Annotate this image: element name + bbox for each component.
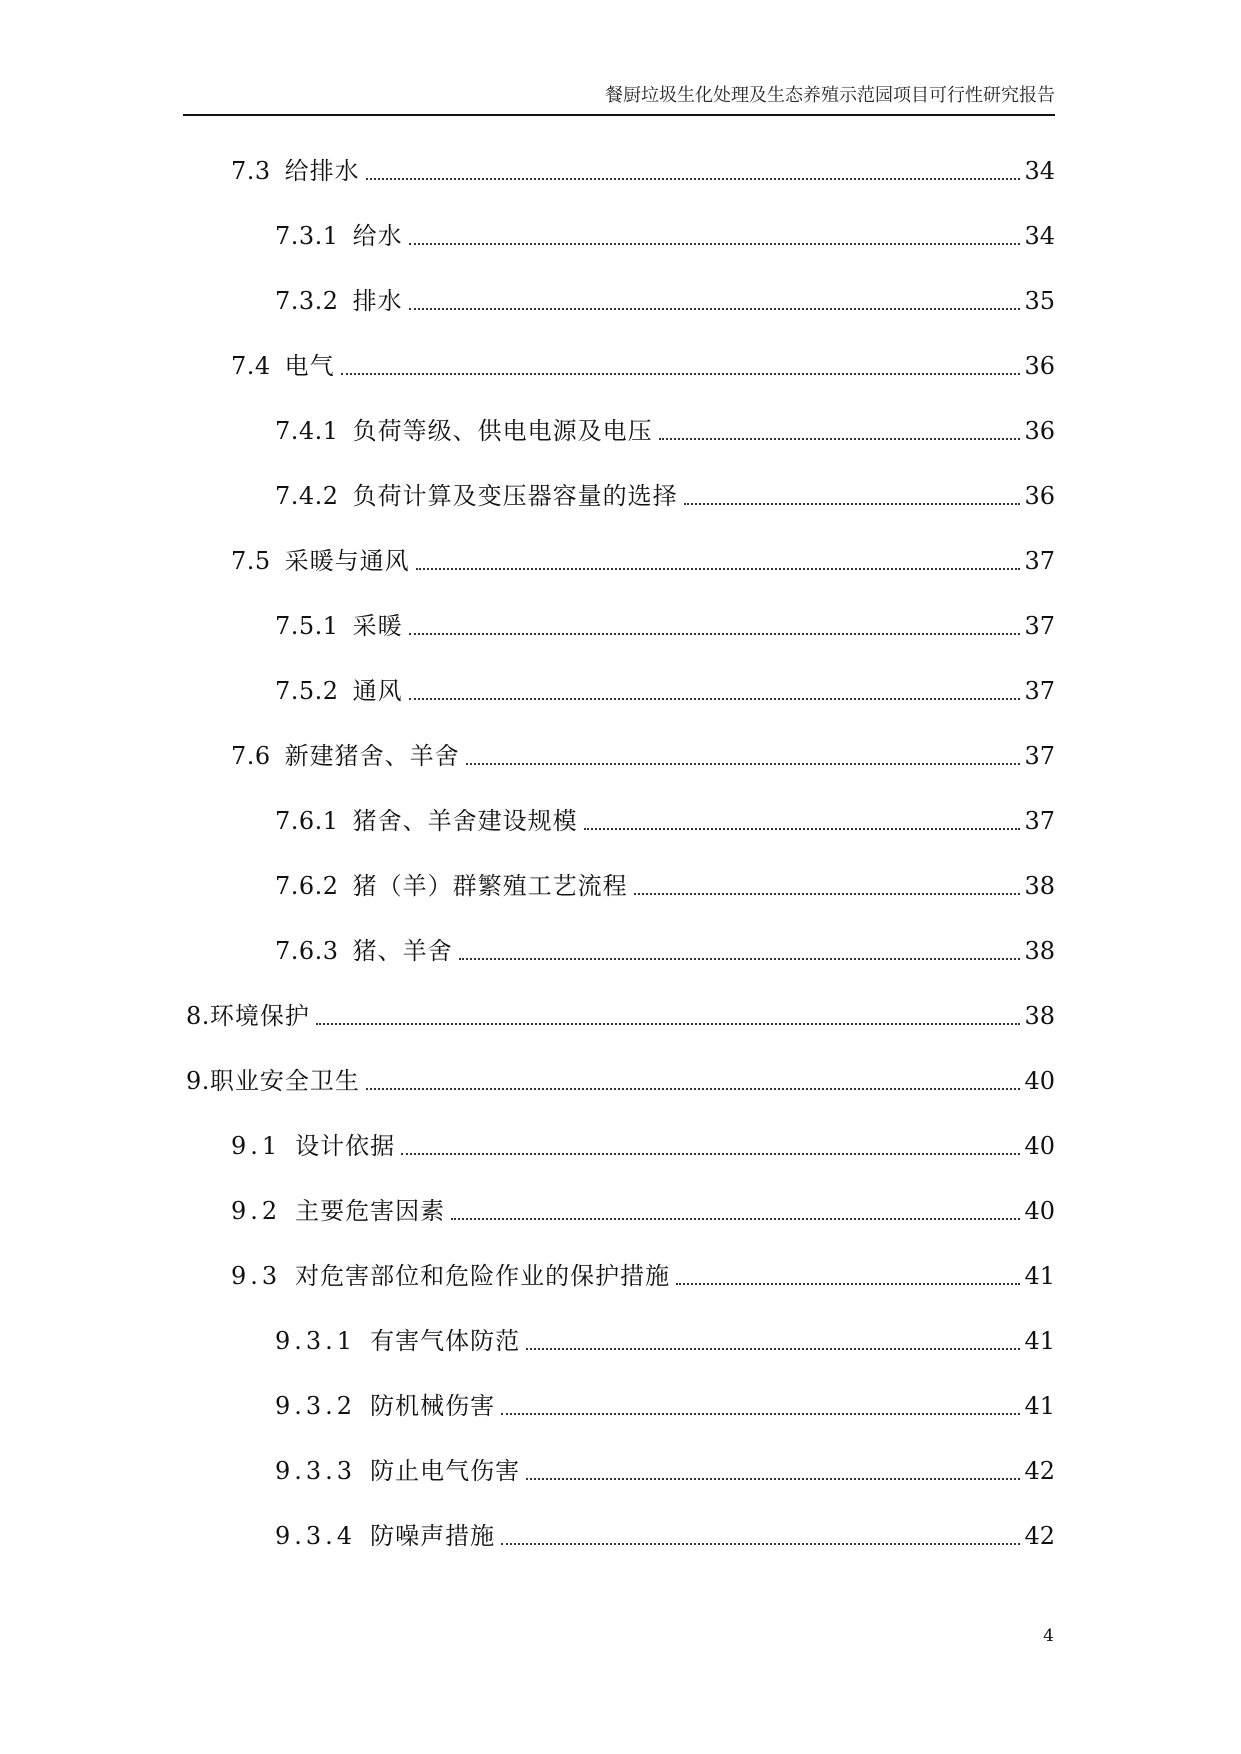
toc-entry-title: 负荷计算及变压器容量的选择 [352,482,678,510]
toc-dot-leader [459,958,1021,960]
toc-entry-page: 34 [1024,157,1055,185]
toc-dot-leader [526,1478,1020,1480]
toc-entry-9-2[interactable] [231,1188,1055,1228]
toc-entry-number: 7.5 [231,547,271,575]
toc-entry-title: 设计依据 [295,1132,396,1160]
toc-entry-page: 40 [1024,1197,1055,1225]
toc-dot-leader [316,1023,1021,1025]
toc-dot-leader [526,1348,1020,1350]
toc-entry-number: 8. [186,1002,210,1030]
toc-entry-page: 34 [1024,222,1055,250]
toc-entry-number: 7.6.3 [275,937,339,965]
toc-entry-title: 防噪声措施 [370,1522,496,1550]
toc-entry-title: 电气 [284,352,335,380]
toc-entry-number: 9.2 [231,1197,282,1225]
toc-entry-number: 7.3.2 [275,287,339,315]
toc-dot-leader [409,308,1021,310]
toc-entry-number: 7.4.2 [275,482,339,510]
toc-dot-leader [409,698,1021,700]
toc-entry-page: 42 [1024,1457,1055,1485]
toc-entry-9-3[interactable] [231,1253,1055,1293]
toc-entry-number: 9.3.1 [275,1327,357,1355]
toc-entry-7-6[interactable] [231,733,1055,773]
toc-entry-7-3-2[interactable] [275,278,1055,318]
toc-entry-number: 7.6.1 [275,807,339,835]
toc-entry-title: 给水 [352,222,403,250]
toc-entry-page: 38 [1024,937,1055,965]
toc-dot-leader [466,763,1021,765]
toc-entry-title: 主要危害因素 [295,1197,446,1225]
toc-entry-page: 41 [1024,1262,1055,1290]
toc-entry-page: 36 [1024,482,1055,510]
toc-entry-page: 38 [1024,1002,1055,1030]
toc-dot-leader [341,373,1021,375]
toc-entry-title: 防止电气伤害 [370,1457,521,1485]
toc-entry-page: 36 [1024,352,1055,380]
toc-entry-title: 给排水 [284,157,360,185]
toc-entry-number: 9.3 [231,1262,282,1290]
toc-entry-title: 有害气体防范 [370,1327,521,1355]
toc-entry-number: 7.6 [231,742,271,770]
toc-entry-number: 7.5.2 [275,677,339,705]
toc-entry-9-1[interactable] [231,1123,1055,1163]
toc-entry-page: 38 [1024,872,1055,900]
header-rule [183,114,1055,116]
toc-entry-title: 采暖与通风 [284,547,410,575]
toc-entry-page: 41 [1024,1327,1055,1355]
toc-entry-number: 9.1 [231,1132,282,1160]
toc-entry-7-5-1[interactable] [275,603,1055,643]
toc-dot-leader [501,1543,1020,1545]
toc-entry-title: 环境保护 [209,1002,310,1030]
toc-entry-number: 7.6.2 [275,872,339,900]
toc-entry-number: 7.4.1 [275,417,339,445]
toc-entry-page: 37 [1024,677,1055,705]
toc-entry-page: 41 [1024,1392,1055,1420]
toc-entry-page: 37 [1024,742,1055,770]
toc-entry-7-5[interactable] [231,538,1055,578]
toc-entry-7-6-3[interactable] [275,928,1055,968]
toc-dot-leader [451,1218,1020,1220]
toc-entry-title: 排水 [352,287,403,315]
toc-entry-7-3-1[interactable] [275,213,1055,253]
toc-entry-page: 37 [1024,612,1055,640]
toc-entry-7-4-2[interactable] [275,473,1055,513]
toc-entry-page: 36 [1024,417,1055,445]
toc-dot-leader [366,178,1021,180]
toc-entry-7-5-2[interactable] [275,668,1055,708]
toc-dot-leader [634,893,1021,895]
toc-entry-number: 7.5.1 [275,612,339,640]
toc-entry-title: 猪舍、羊舍建设规模 [352,807,578,835]
toc-entry-title: 采暖 [352,612,403,640]
toc-entry-page: 40 [1024,1067,1055,1095]
toc-entry-title: 对危害部位和危险作业的保护措施 [295,1262,671,1290]
page-number: 4 [1043,1626,1054,1646]
toc-entry-page: 37 [1024,807,1055,835]
toc-entry-number: 9. [186,1067,210,1095]
toc-entry-7-3[interactable] [231,148,1055,188]
toc-entry-title: 猪、羊舍 [352,937,453,965]
toc-dot-leader [401,1153,1020,1155]
toc-dot-leader [501,1413,1020,1415]
toc-entry-7-4[interactable] [231,343,1055,383]
toc-entry-7-6-1[interactable] [275,798,1055,838]
toc-dot-leader [684,503,1021,505]
toc-entry-number: 9.3.2 [275,1392,357,1420]
toc-entry-page: 40 [1024,1132,1055,1160]
toc-dot-leader [584,828,1021,830]
toc-dot-leader [416,568,1021,570]
toc-entry-7-6-2[interactable] [275,863,1055,903]
toc-entry-title: 猪（羊）群繁殖工艺流程 [352,872,628,900]
toc-entry-title: 新建猪舍、羊舍 [284,742,460,770]
toc-entry-page: 35 [1024,287,1055,315]
toc-dot-leader [676,1283,1020,1285]
toc-entry-title: 防机械伤害 [370,1392,496,1420]
toc-entry-title: 通风 [352,677,403,705]
toc-entry-9-3-4[interactable] [275,1513,1055,1553]
running-header: 餐厨垃圾生化处理及生态养殖示范园项目可行性研究报告 [605,85,1055,106]
toc-entry-number: 9.3.4 [275,1522,357,1550]
toc-entry-title: 职业安全卫生 [209,1067,360,1095]
toc-entry-7-4-1[interactable] [275,408,1055,448]
toc-entry-number: 9.3.3 [275,1457,357,1485]
toc-dot-leader [659,438,1021,440]
toc-entry-9-3-3[interactable] [275,1448,1055,1488]
toc-entry-9-3-1[interactable] [275,1318,1055,1358]
toc-entry-number: 7.3 [231,157,271,185]
toc-entry-9[interactable] [186,1058,1055,1098]
toc-entry-number: 7.4 [231,352,271,380]
toc-dot-leader [409,243,1021,245]
toc-entry-9-3-2[interactable] [275,1383,1055,1423]
toc-entry-number: 7.3.1 [275,222,339,250]
toc-entry-title: 负荷等级、供电电源及电压 [352,417,653,445]
toc-dot-leader [409,633,1021,635]
toc-entry-page: 42 [1024,1522,1055,1550]
toc-entry-8[interactable] [186,993,1055,1033]
toc-entry-page: 37 [1024,547,1055,575]
toc-dot-leader [366,1088,1021,1090]
